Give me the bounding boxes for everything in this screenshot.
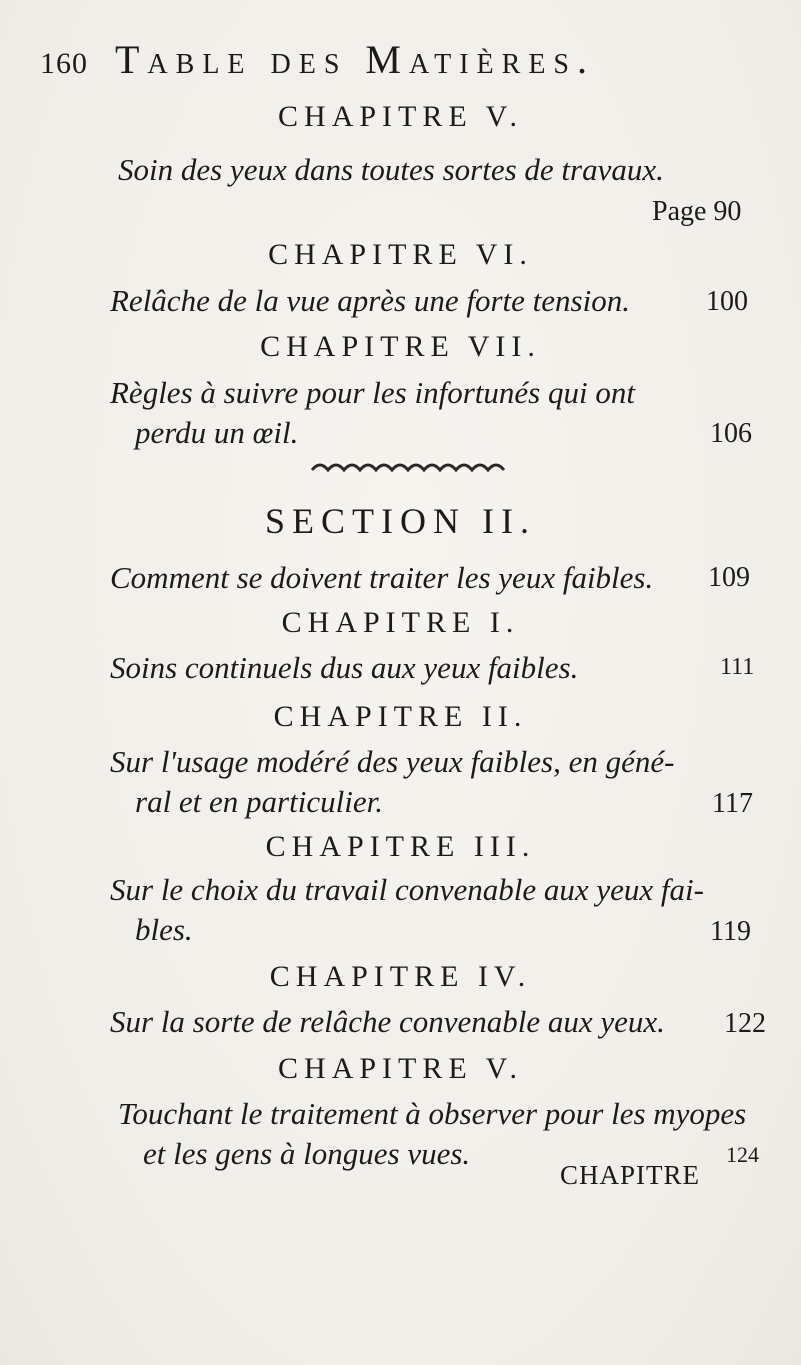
entry-line: Touchant le traitement à observer pour les myopes <box>118 1096 747 1131</box>
toc-entry: Sur la sorte de relâche convenable aux yeux. <box>110 1004 665 1039</box>
chapter-heading: CHAPITRE V. <box>278 1052 523 1085</box>
toc-entry <box>110 870 750 950</box>
page-ref: 117 <box>712 788 753 819</box>
page-ref: Page 90 <box>652 196 742 227</box>
chapter-heading: CHAPITRE I. <box>281 606 520 639</box>
entry-line: Sur le choix du travail convenable aux yeux fai- <box>110 872 704 907</box>
entry-line: Sur l'usage modéré des yeux faibles, en géné- <box>110 744 675 779</box>
page-ref: 119 <box>710 916 751 947</box>
chapter-heading: CHAPITRE VII. <box>260 330 541 363</box>
page-ref: 111 <box>720 654 755 680</box>
catchword: CHAPITRE <box>560 1160 701 1190</box>
section-heading: SECTION II. <box>265 501 536 541</box>
chapter-heading: CHAPITRE II. <box>273 700 528 733</box>
ornament-divider <box>310 458 510 478</box>
toc-entry <box>110 373 750 453</box>
page-ref: 100 <box>706 286 748 317</box>
page-ref: 122 <box>724 1008 766 1039</box>
toc-entry: Soins continuels dus aux yeux faibles. <box>110 650 579 685</box>
page-number: 160 <box>40 47 88 80</box>
entry-line: et les gens à longues vues. <box>143 1136 471 1171</box>
toc-entry: Relâche de la vue après une forte tension. <box>110 283 630 318</box>
chapter-heading: CHAPITRE V. <box>278 100 523 133</box>
entry-line: perdu un œil. <box>135 415 299 450</box>
toc-entry: Comment se doivent traiter les yeux faibles. <box>110 560 654 595</box>
chapter-heading: CHAPITRE IV. <box>269 960 532 993</box>
page-ref: 109 <box>708 562 750 593</box>
entry-line: bles. <box>135 912 193 947</box>
running-title: Table des Matières. <box>115 37 595 82</box>
page-ref: 106 <box>710 418 752 449</box>
entry-line: ral et en particulier. <box>135 784 383 819</box>
chapter-heading: CHAPITRE III. <box>265 830 536 863</box>
chapter-heading: CHAPITRE VI. <box>268 238 533 271</box>
toc-entry: Soin des yeux dans toutes sortes de travaux. <box>118 152 664 187</box>
toc-entry <box>110 742 750 822</box>
entry-line: Règles à suivre pour les infortunés qui ont <box>110 375 635 410</box>
running-header <box>40 36 740 83</box>
page-ref: 124 <box>726 1142 759 1167</box>
